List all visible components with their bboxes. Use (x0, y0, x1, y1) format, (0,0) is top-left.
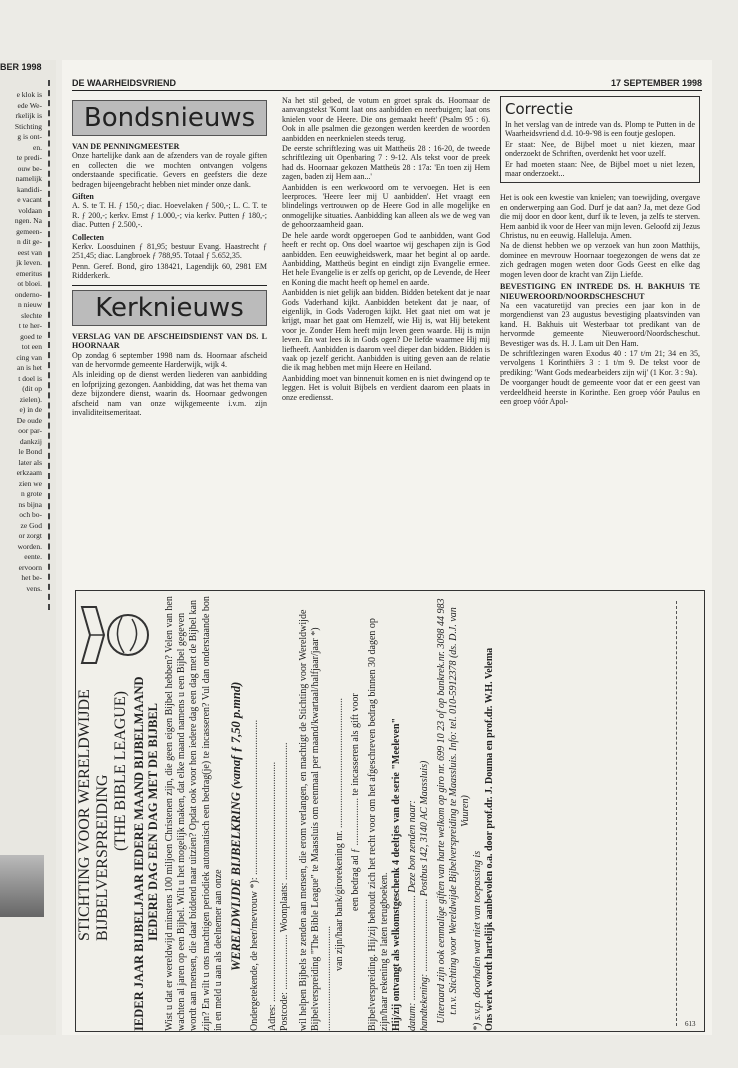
paragraph: De schriftlezingen waren Exodus 40 : 17 t/m 21; 34 en 35, vervolgens 1 Korinthiërs 3 : 1 t/m 9. De tekst voor de prediking: 'Want Gods medearbeiders zijn wij' (1 Kor. 3 : 9a). (500, 348, 700, 377)
page-number: 613 (685, 1020, 696, 1028)
adjacent-page-line: onderno- (14, 289, 42, 299)
correction-box (500, 96, 700, 183)
adjacent-page-line: e klok is (16, 90, 42, 99)
church-photo (0, 855, 44, 917)
adjacent-page-line: het be- (21, 573, 42, 582)
refund-text: Bijbelverspreiding. Hij/zij behoudt zich het recht voor om het afgeschreven bedrag binnen 30 dagen op zijn/haar rekening te laten terugboeken. (366, 618, 390, 1031)
paragraph: Er staat: Nee, de Bijbel moet u niet kiezen, maar onderzoekt de Schriften, overdenkt het voor uzelf. (505, 139, 695, 159)
paragraph: Aanbidden is niet gelijk aan bidden. Bidden betekent dat je naar Gods Vaderhand kijkt. Aanbidden betekent dat je naar, of eigenlijk, in Gods Vaderogen kijkt. Het gaat niet om wat je krijgt, maar het gaat om Hemzelf, wie Hij is, wat Hij betekent voor je. Zonder Hem heeft mijn leven geen waarde. Hij is mijn leven. En wat lees ik in Gods ogen? De liefde waarmee Hij mij liefheeft. Aanbidden is daarom veel dieper dan bidden. Bidden is vaak op jezelf gericht. Aanbidden is uiting geven aan de relatie die ik mag hebben met mijn Heere en Heiland. (282, 288, 490, 373)
adjacent-page-text (2, 90, 42, 594)
adjacent-page-line: e) in de (19, 405, 42, 414)
bible-league-coupon (75, 590, 705, 1032)
adjacent-page-line: rkelijk is (15, 111, 42, 120)
paragraph: Penn. Geref. Bond, giro 138421, Lagendijk 60, 2981 EM Ridderkerk. (72, 261, 267, 281)
paragraph: Na het stil gebed, de votum en groet sprak ds. Hoornaar de aanvangstekst 'Komt laat ons aanbidden en neerbuigen; laat ons knielen voor de Heere. Die ons gemaakt heeft' (Psalm 95 : 6). Ook in alle psalmen die gezongen werden keerden de woorden aanbidden en neerknielen steeds terug. (282, 96, 490, 143)
coupon-slogan: IEDER JAAR BIJBELJAAR IEDERE MAAND BIJBELMAAND (132, 676, 146, 1031)
adjacent-page-line: g is ont- (17, 132, 42, 141)
adjacent-page-line: t doel is (18, 373, 42, 383)
adjacent-page-line: Stichting (14, 121, 42, 131)
adjacent-page-line: vens. (26, 583, 42, 593)
paragraph: Aanbidding moet van binnenuit komen en is niet dwingend op te leggen. Het is voluit Bijbels en verdient daarom een plaats in onze erediensst. (282, 373, 490, 402)
postcode-field[interactable]: Postcode: ...................... Woonplaats: ....................................................... (279, 742, 291, 1031)
paragraph: Het is ook een kwestie van knielen; van toewijding, overgave en onderwerping aan God. Durf je dat aan? Ja, met deze God die mij door en door kent, durf ik te leven, ja zelfs te sterven. Hem aanbid ik voor de Heer van mijn leven. Geloofd zij Jezus Christus, nu en eeuwig. Halleluja. Amen. (500, 193, 700, 241)
adjacent-page-line: ouw be- (17, 163, 42, 173)
adjacent-page-line: or zorgt (18, 531, 42, 540)
adjacent-page-line: voldaan (18, 205, 42, 215)
welcome-gift-text: Hij/zij ontvangt als welkomstgeschenk 4 deeltjes van de serie "Meeleven" (391, 718, 403, 1031)
section-banner-kerknieuws: Kerknieuws (72, 290, 267, 326)
issue-date: 17 SEPTEMBER 1998 (610, 78, 702, 88)
paragraph: Onze hartelijke dank aan de afzenders van de royale giften en collecten die we mochten ontvangen volgens onderstaande specificatie. Gevers en geefsters die deze bedragen bijeengebracht hebben niet minder onze dank. (72, 151, 267, 189)
authorization-text: wil helpen Bijbels te zenden aan mensen, die erom verlangen, en machtigt de Stichting voor Wereldwijde Bijbelverspreiding "The Bible League" te Maassluis om eenmaal per maand/kwartaal/halfjaar/jaar *) .......................................... (297, 609, 334, 1031)
adjacent-page-line: jk leven. (16, 258, 42, 267)
adjacent-page-line: (dit op (22, 384, 42, 393)
adjacent-page-line: ze God (20, 520, 42, 530)
adjacent-page-line: eest van (17, 247, 42, 257)
footnote: *) s.v.p. doorhalen wat niet van toepassing is (472, 850, 484, 1031)
paragraph: De eerste schriftlezing was uit Mattheüs 28 : 16-20, de tweede schriftlezing uit Openbaring 7 : 9-12. Als tekst voor de preek had ds. Hoornaar gekozen Mattheüs 28 : 17a: 'En toen zij Hem zagen, baden zij Hem aan...' (282, 144, 490, 182)
column-1 (72, 96, 267, 418)
adjacent-page-line: och bo- (19, 510, 42, 519)
donation-info: Uiteraard zijn ook eenmalige giften van harte welkom op giro nr. 699 10 23 of op bankrek.nr. 3098 44 983 t.n.v. Stichting voor Wereldwijde Bijbelverspreiding te Maassluis. Info: tel. 010-5912378 (ds. D.J. van Vuuren) (435, 598, 472, 1024)
adjacent-page-line: emeritus (16, 268, 42, 278)
adjacent-page-line: e vacant (17, 195, 42, 204)
adjacent-page-line: n grote (20, 489, 42, 498)
coupon-title: STICHTING VOOR WERELDWIJDE BIJBELVERSPREIDING (76, 689, 111, 941)
column-3 (500, 96, 700, 407)
article-heading: VAN DE PENNINGMEESTER (72, 142, 180, 151)
coupon-kring: WERELDWIJDE BIJBELKRING (vanaf ƒ 7,50 p.mnd) (229, 681, 244, 971)
correction-title: Correctie (505, 100, 574, 118)
cut-line (48, 80, 50, 610)
section-banner-bondsnieuws: Bondsnieuws (72, 100, 267, 136)
coupon-content (76, 591, 704, 1031)
article-heading: BEVESTIGING EN INTREDE DS. H. BAKHUIS TE NIEUWEROORD/NOORDSCHESCHUT (500, 282, 700, 301)
newspaper-page (62, 60, 712, 1035)
adjacent-page-line: worden. (17, 541, 42, 551)
paragraph: In het verslag van de intrede van ds. Plomp te Putten in de Waarheidsvriend d.d. 10-9-'98 is een foutje geslopen. (505, 120, 695, 139)
adjacent-page-date: BER 1998 (0, 62, 42, 72)
adjacent-page-line: en. (33, 142, 42, 152)
coupon-body: Wist u dat er wereldwijd minstens 100 miljoen Christenen zijn, die geen eigen Bijbel hebben? Velen van hen wachten al jaren op een Bijbel. Wilt u het mogelijk maken, dat elke maand namens u een Bijbel gegeven wordt aan mensen, die daar biddend naar uitzien? Opdat ook voor hen iedere dag een dag met de Bijbel kan zijn? En wilt u ons machtigen periodiek automatisch een bedrag(je) te incasseren? Vul dan onderstaande bon in en meld u aan als deelnemer aan onze (164, 596, 224, 1031)
adjacent-page-line: zielen). (19, 394, 42, 404)
adjacent-page-line: le Bond (18, 447, 42, 456)
adjacent-page-line: kandidi- (17, 184, 42, 194)
adjacent-page-line: oor par- (18, 426, 42, 435)
paragraph: De hele aarde wordt opgeroepen God te aanbidden, want God heeft er recht op. Ons doel waartoe wij geschapen zijn is God aanbidden. Een eeuwigheidswerk, maar het begint al op aarde. Aanbidding, Mattheüs begint en eindigt zijn Evangelie ermee. Het hele Evangelie is er zelfs op gericht, op de Levende, de Heer en Koning die macht heeft op hemel en aarde. (282, 230, 490, 287)
page-header (72, 78, 702, 91)
paragraph: De voorganger houdt de gemeente voor dat er een geest van verdeeldheid heerste in Korinthe. Een groep vóór Paulus en een groep vóór Apol- (500, 378, 700, 406)
subheading: Collecten (72, 232, 104, 242)
publication-name: DE WAARHEIDSVRIEND (72, 78, 177, 88)
adjacent-page-line: erkzaam (16, 468, 42, 477)
divider (72, 285, 267, 286)
adjacent-page-line: eente. (24, 552, 42, 561)
adjacent-page-line: ngen. Na (14, 216, 42, 225)
adjacent-page-line: n nieuw (18, 300, 42, 309)
adjacent-page-line: ede We- (17, 100, 42, 110)
paragraph: Na de dienst hebben we op verzoek van hun zoon Matthijs, dominee en mevrouw Hoornaar toegezongen de wens dat ze zich gedragen mogen weten door Gods Geest en elke dag mogen leven door de kracht van Zijn Liefde. (500, 241, 700, 279)
paragraph: Als inleiding op de dienst werden liederen van aanbidding en lofprijzing gezongen. Aanbidding, dat was het thema van deze bijzondere dienst, waarin ds. Hoornaar gedwongen afscheid nam van onze wijkgemeente i.v.m. zijn invaliditeitsemeritaat. (72, 370, 267, 417)
adjacent-page-line: t te her- (18, 321, 42, 330)
adjacent-page-line: n dit ge- (17, 237, 42, 246)
coupon-slogan-2: IEDERE DAG EEN DAG MET DE BIJBEL (146, 702, 160, 941)
coupon-subtitle: (THE BIBLE LEAGUE) (112, 691, 129, 851)
signature-field[interactable]: handtekening: ............................. Postbus 142, 3140 AC Maassluis) (419, 760, 431, 1031)
adjacent-page-line: cing van (16, 352, 42, 362)
amount-field[interactable]: een bedrag ad ƒ ................... te incasseren als gift voor (350, 693, 362, 911)
name-field[interactable]: Ondergetekende, de heer/mevrouw *): .............................................................. (249, 719, 261, 1031)
paragraph: Aanbidden is een werkwoord om te vervoegen. Het is een leerproces. 'Heere leer mij U aanbidden'. Het vraagt een blindelings vertrouwen op de Heere God in alle mogelijke en onmogelijke situaties. Aanbidding kan alleen als we de weg van de gehoorzaamheid gaan. (282, 182, 490, 230)
adjacent-page-line: zien we (18, 478, 42, 488)
paragraph: Er had moeten staan: Nee, de Bijbel moet u niet lezen, maar onderzoekt... (505, 159, 695, 179)
adjacent-page-line: tot een (21, 342, 42, 351)
adjacent-page-line: later als (18, 457, 42, 467)
paragraph: Op zondag 6 september 1998 nam ds. Hoornaar afscheid van de hervormde gemeente Harderwijk, wijk 4. (72, 350, 267, 369)
adjacent-page-line: namelijk (15, 174, 42, 183)
paragraph: A. S. te T. H. ƒ 150,-; diac. Hoevelaken ƒ 500,-; L. C. T. te R. ƒ 200,-; kerkv. Emst ƒ 1.000,-; via kerkv. Putten ƒ 180,-; diac. Putten ƒ 2.500,-. (72, 201, 267, 230)
address-field[interactable]: Adres: ................................................................................................ (267, 761, 279, 1031)
date-field[interactable]: datum: .......................................... Deze bon zenden naar: (407, 800, 419, 1031)
adjacent-page-line: gemeen- (16, 226, 42, 236)
adjacent-page-line: dankzij (19, 436, 42, 446)
adjacent-page-line: De oude (16, 415, 42, 425)
adjacent-page-line: slechte (21, 310, 42, 320)
adjacent-page-line: goed te (20, 331, 42, 341)
paragraph: Na een vacaturetijd van precies een jaar kon in de morgendienst van 23 augustus bevestiging plaatsvinden van kand. H. Bakhuis uit Westerbaar tot predikant van de hervormde gemeente Nieuweroord/Noordscheschut. Bevestiger was ds. H. J. Lam uit Den Ham. (500, 300, 700, 348)
paragraph: Kerkv. Loosduinen ƒ 81,95; bestuur Evang. Haastrecht ƒ 251,45; diac. Langbroek ƒ 788,95. Totaal ƒ 5.652,35. (72, 242, 267, 261)
adjacent-page-strip (0, 60, 56, 1035)
adjacent-page-line: ns bijna (18, 499, 42, 509)
adjacent-page-line: ervoorn (18, 562, 42, 572)
endorsement: Ons werk wordt hartelijk aanbevolen o.a. door prof.dr. J. Douma en prof.dr. W.H. Velema (484, 647, 496, 1031)
column-2 (282, 96, 490, 403)
subheading: Giften (72, 192, 94, 202)
article-heading: VERSLAG VAN DE AFSCHEIDSDIENST VAN DS. L HOORNAAR (72, 331, 267, 351)
adjacent-page-line: an is het (17, 363, 42, 372)
adjacent-page-line: ot bloei. (17, 279, 42, 288)
account-field[interactable]: van zijn/haar bank/girorekening nr. .................................................... (334, 697, 346, 971)
adjacent-page-line: te predi- (16, 153, 42, 162)
